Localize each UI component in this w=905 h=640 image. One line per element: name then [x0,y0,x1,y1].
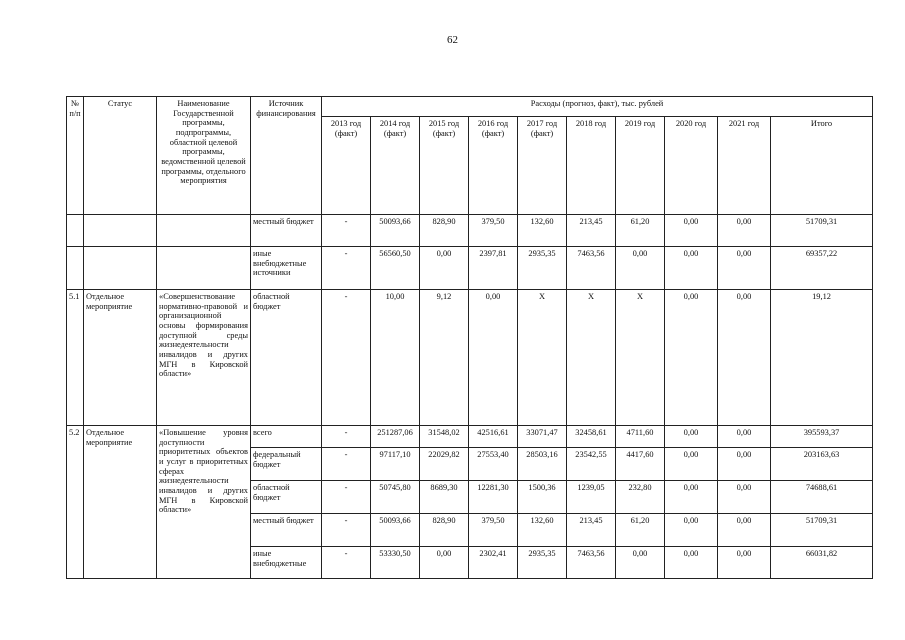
cell-value: 50745,80 [371,481,420,514]
table-row [67,247,873,290]
cell-total: 203163,63 [771,448,873,481]
header-year: 2015 год (факт) [420,117,469,215]
cell-value: 12281,30 [469,481,518,514]
cell-value: 2935,35 [518,247,567,290]
cell-source: иные внебюджетные источники [251,247,322,290]
cell-value: 213,45 [567,215,616,247]
cell-value: 828,90 [420,514,469,547]
cell-source: всего [251,426,322,448]
cell-status [84,215,157,247]
cell-value: 61,20 [616,514,665,547]
cell-num: 5.1 [67,290,84,426]
cell-num [67,247,84,290]
cell-value: 61,20 [616,215,665,247]
cell-value: 7463,56 [567,547,616,579]
cell-name [157,247,251,290]
header-year: 2016 год (факт) [469,117,518,215]
cell-value: 0,00 [616,247,665,290]
header-num: № п/п [67,97,84,215]
cell-value: 7463,56 [567,247,616,290]
cell-total: 69357,22 [771,247,873,290]
cell-source: иные внебюджетные [251,547,322,579]
cell-status: Отдельное мероприятие [84,290,157,426]
cell-value: 10,00 [371,290,420,426]
cell-value: 379,50 [469,514,518,547]
table-row [67,290,873,426]
cell-value: - [322,426,371,448]
cell-value: 0,00 [420,547,469,579]
cell-value: 53330,50 [371,547,420,579]
cell-value: 0,00 [718,448,771,481]
cell-value: 1500,36 [518,481,567,514]
cell-value: Х [616,290,665,426]
table-row [67,215,873,247]
cell-value: 27553,40 [469,448,518,481]
cell-total: 74688,61 [771,481,873,514]
page-number: 62 [447,34,458,46]
cell-source: местный бюджет [251,514,322,547]
cell-value: Х [567,290,616,426]
cell-value: 2935,35 [518,547,567,579]
cell-value: 0,00 [469,290,518,426]
cell-value: 0,00 [665,247,718,290]
cell-value: 0,00 [665,547,718,579]
cell-value: 132,60 [518,215,567,247]
cell-value: - [322,290,371,426]
cell-value: 50093,66 [371,215,420,247]
cell-value: - [322,514,371,547]
cell-source: областной бюджет [251,481,322,514]
cell-value: 0,00 [665,290,718,426]
header-row-1 [67,97,873,117]
cell-value: - [322,215,371,247]
cell-value: 42516,61 [469,426,518,448]
header-source: Источник финансирования [251,97,322,215]
cell-value: 22029,82 [420,448,469,481]
header-year: 2014 год (факт) [371,117,420,215]
cell-value: Х [518,290,567,426]
cell-value: 0,00 [420,247,469,290]
cell-value: 31548,02 [420,426,469,448]
cell-value: - [322,247,371,290]
cell-total: 66031,82 [771,547,873,579]
cell-name [157,215,251,247]
header-year: 2017 год (факт) [518,117,567,215]
cell-value: 32458,61 [567,426,616,448]
cell-value: - [322,481,371,514]
cell-value: 0,00 [665,215,718,247]
cell-value: 0,00 [718,481,771,514]
cell-value: 213,45 [567,514,616,547]
cell-value: 0,00 [665,448,718,481]
cell-value: 379,50 [469,215,518,247]
header-status: Статус [84,97,157,215]
cell-value: 0,00 [665,514,718,547]
cell-value: 0,00 [718,426,771,448]
cell-value: 0,00 [718,247,771,290]
cell-value: 8689,30 [420,481,469,514]
header-year: 2019 год [616,117,665,215]
cell-value: 97117,10 [371,448,420,481]
cell-value: 33071,47 [518,426,567,448]
cell-value: 4417,60 [616,448,665,481]
header-year: 2021 год [718,117,771,215]
cell-value: - [322,448,371,481]
cell-value: 4711,60 [616,426,665,448]
cell-value: 28503,16 [518,448,567,481]
cell-source: местный бюджет [251,215,322,247]
cell-value: 2397,81 [469,247,518,290]
financing-table [66,96,873,579]
cell-source: федеральный бюджет [251,448,322,481]
cell-value: 50093,66 [371,514,420,547]
cell-value: 0,00 [665,481,718,514]
cell-value: 0,00 [665,426,718,448]
cell-value: 56560,50 [371,247,420,290]
header-year: 2018 год [567,117,616,215]
cell-total: 51709,31 [771,514,873,547]
cell-num [67,215,84,247]
cell-value: 2302,41 [469,547,518,579]
cell-source: областной бюджет [251,290,322,426]
header-expenses: Расходы (прогноз, факт), тыс. рублей [322,97,873,117]
cell-total: 51709,31 [771,215,873,247]
header-year: 2013 год (факт) [322,117,371,215]
table-row [67,426,873,448]
cell-value: - [322,547,371,579]
cell-value: 0,00 [718,215,771,247]
cell-value: 9,12 [420,290,469,426]
cell-value: 132,60 [518,514,567,547]
header-total: Итого [771,117,873,215]
cell-name: «Повышение уровня доступности приоритетных объектов и услуг в приоритетных сферах жизнедеятельности инвалидов и других МГН в Кировской области» [157,426,251,579]
cell-value: 0,00 [616,547,665,579]
cell-name: «Совершенствование нормативно-правовой и организационной основы формирования доступной среды жизнедеятельности инвалидов и других МГН в Кировской области» [157,290,251,426]
cell-value: 1239,05 [567,481,616,514]
cell-status [84,247,157,290]
cell-total: 395593,37 [771,426,873,448]
cell-value: 23542,55 [567,448,616,481]
header-name: Наименование Государственной программы, подпрограммы, областной целевой программы, ведомственной целевой программы, отдельного мероприятия [157,97,251,215]
cell-value: 0,00 [718,290,771,426]
cell-value: 0,00 [718,514,771,547]
cell-value: 0,00 [718,547,771,579]
cell-value: 828,90 [420,215,469,247]
cell-status: Отдельное мероприятие [84,426,157,579]
cell-value: 251287,06 [371,426,420,448]
cell-total: 19,12 [771,290,873,426]
cell-value: 232,80 [616,481,665,514]
header-year: 2020 год [665,117,718,215]
cell-num: 5.2 [67,426,84,579]
